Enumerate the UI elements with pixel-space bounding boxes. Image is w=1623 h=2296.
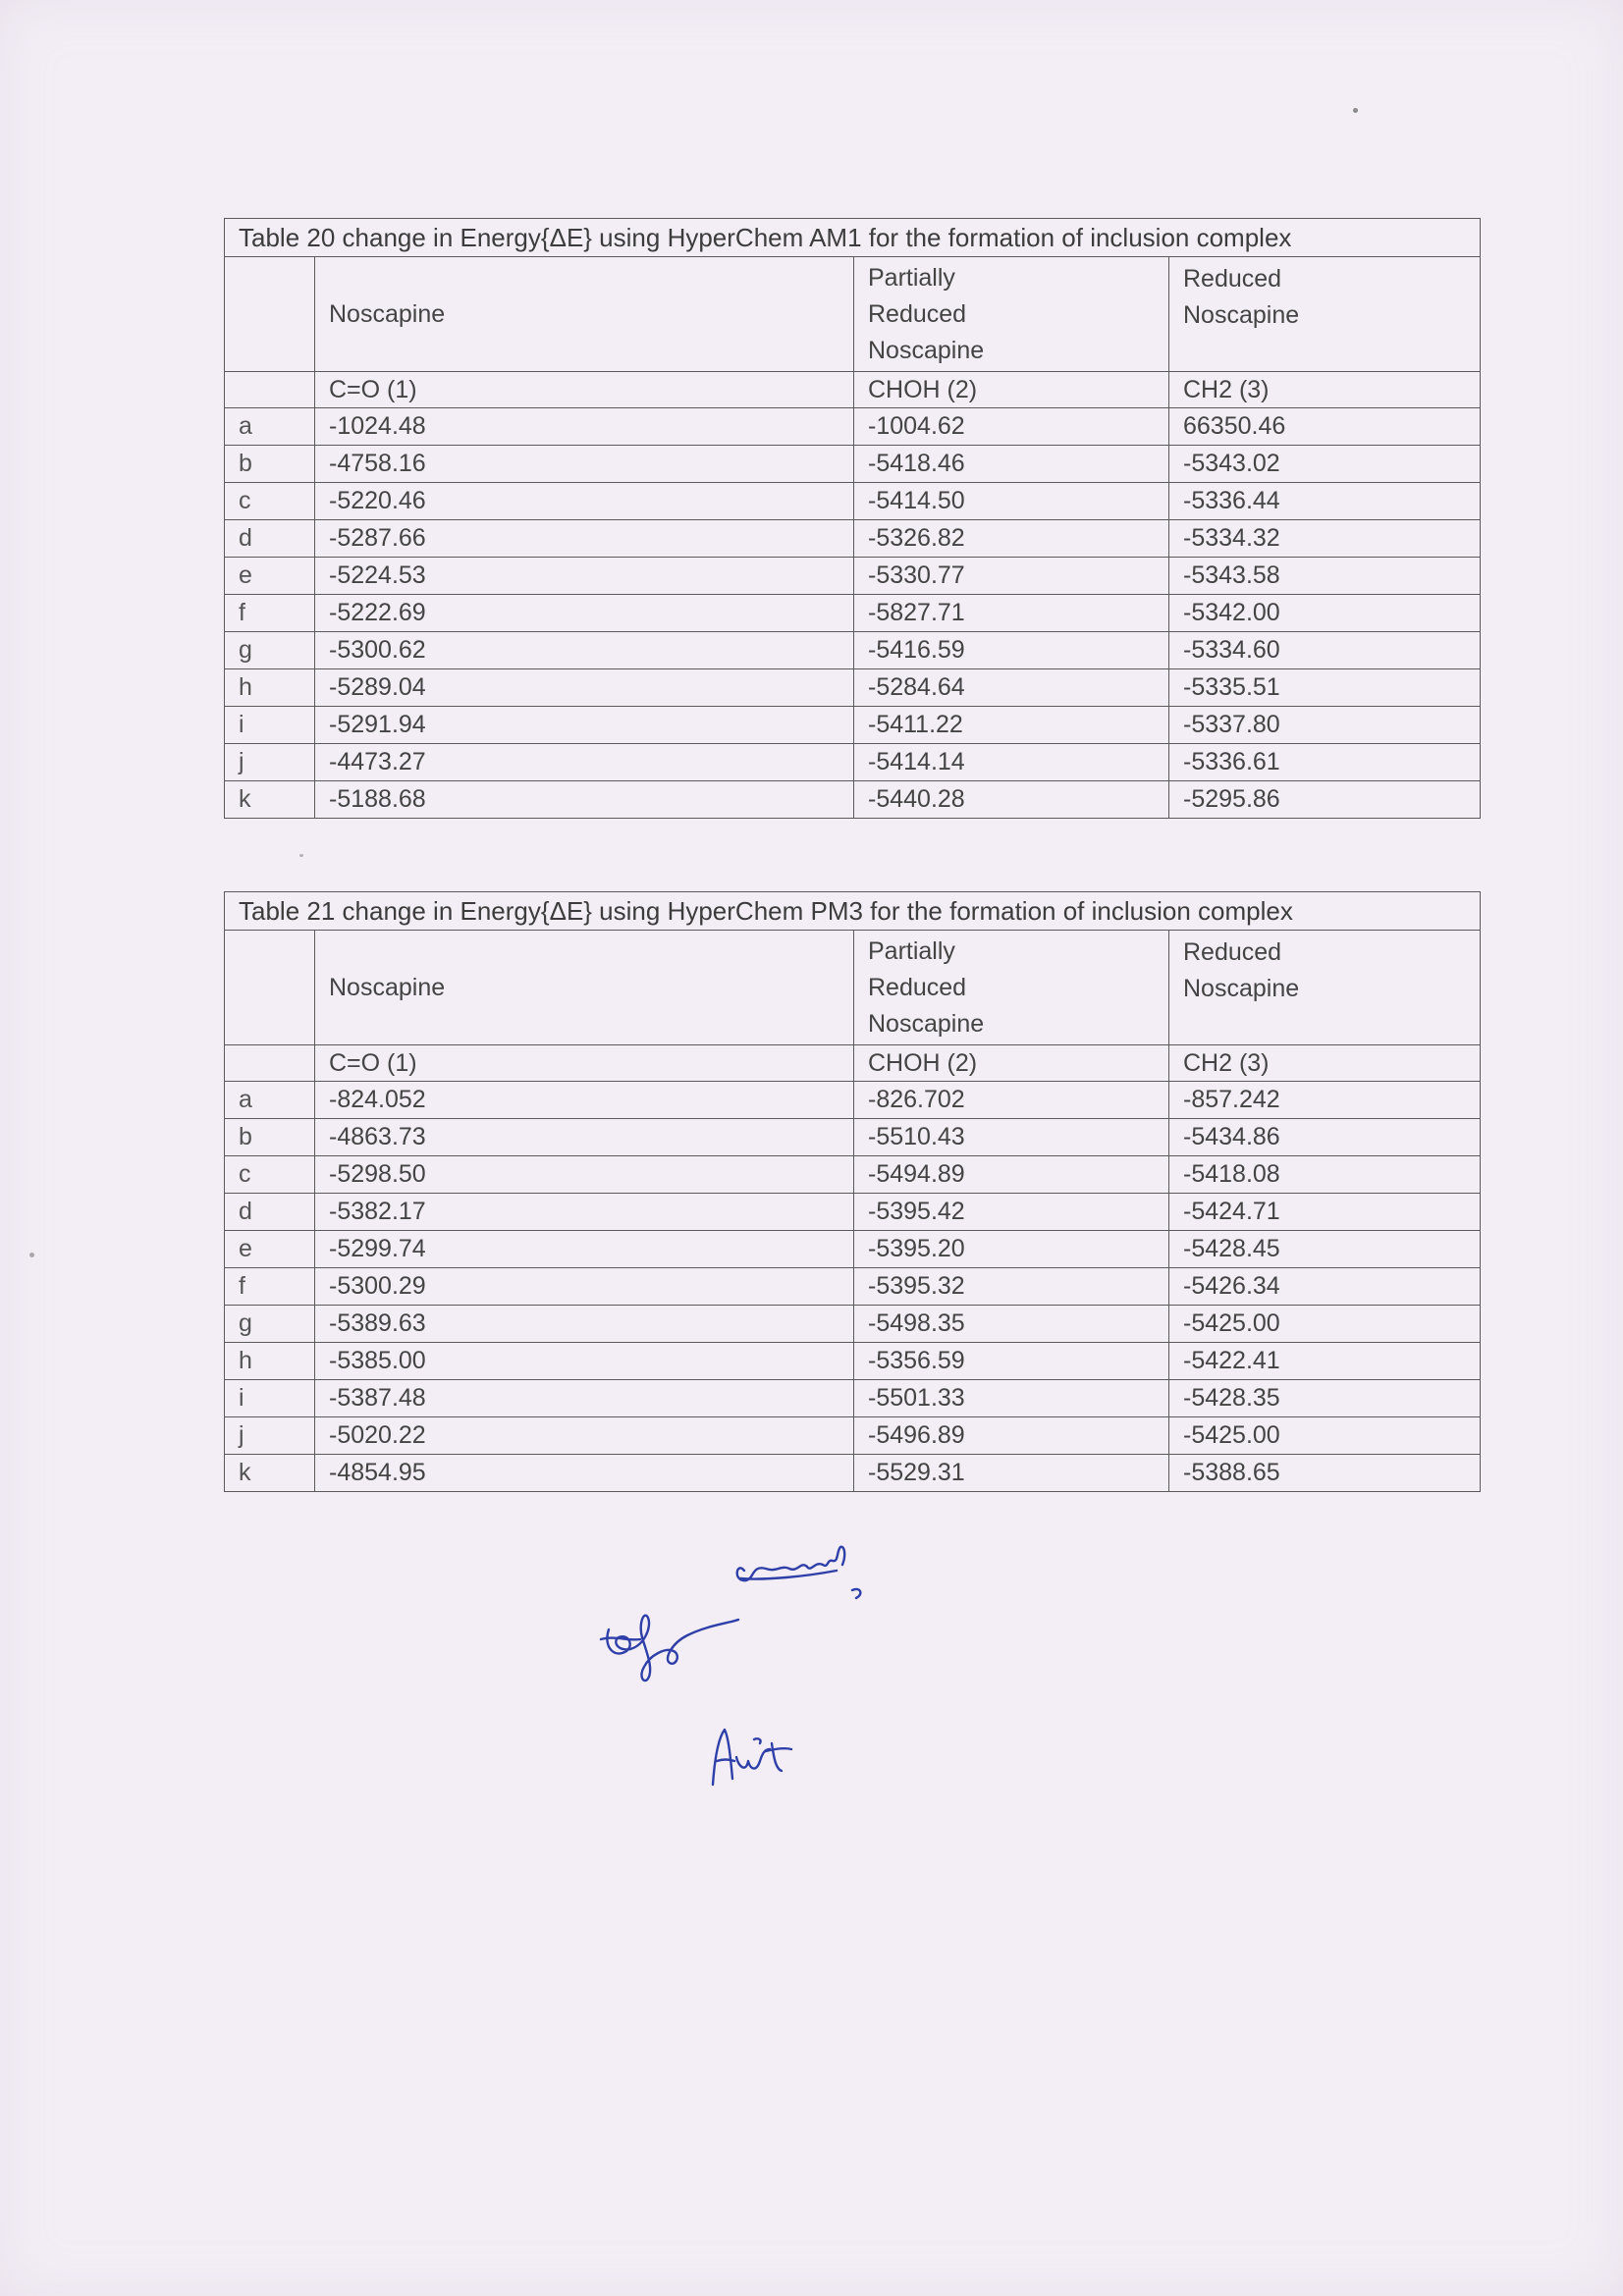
row-label: j: [225, 744, 315, 781]
table-row: [225, 744, 1481, 781]
table-row: [225, 595, 1481, 632]
table-row: [225, 558, 1481, 595]
table-cell: -5342.00: [1169, 595, 1481, 632]
table-cell: -5418.46: [854, 446, 1169, 483]
table-row: [225, 1380, 1481, 1417]
column-header: [315, 257, 854, 372]
table-row: [225, 1455, 1481, 1492]
table-cell: -5498.35: [854, 1306, 1169, 1343]
table-row: [225, 408, 1481, 446]
table-caption: Table 21 change in Energy{ΔE} using HyperChem PM3 for the formation of inclusion complex: [225, 892, 1481, 931]
signature-stroke: [852, 1589, 860, 1598]
table-cell: -5326.82: [854, 520, 1169, 558]
table-row: [225, 1343, 1481, 1380]
row-label: d: [225, 1194, 315, 1231]
table-row: [225, 1194, 1481, 1231]
corner-cell: [225, 931, 315, 1045]
table-row: [225, 1306, 1481, 1343]
group-label: C=O (1): [315, 1045, 854, 1082]
table-cell: -5335.51: [1169, 669, 1481, 707]
group-label: CHOH (2): [854, 1045, 1169, 1082]
table-cell: -5220.46: [315, 483, 854, 520]
table-row: [225, 520, 1481, 558]
table-cell: -5337.80: [1169, 707, 1481, 744]
group-label: CH2 (3): [1169, 372, 1481, 408]
header-text: Partially Reduced Noscapine: [868, 936, 985, 1038]
table-cell: -5334.60: [1169, 632, 1481, 669]
table-cell: -5356.59: [854, 1343, 1169, 1380]
table-cell: -5336.61: [1169, 744, 1481, 781]
table-cell: -5425.00: [1169, 1306, 1481, 1343]
table-body: [225, 1082, 1481, 1492]
table-cell: -1004.62: [854, 408, 1169, 446]
table-cell: -5440.28: [854, 781, 1169, 819]
table-cell: -5300.62: [315, 632, 854, 669]
table-cell: -5496.89: [854, 1417, 1169, 1455]
table-cell: -5330.77: [854, 558, 1169, 595]
header-text: Partially Reduced Noscapine: [868, 263, 985, 364]
signature-stroke: [737, 1547, 844, 1580]
corner-cell: [225, 257, 315, 372]
signature-stroke: [713, 1730, 791, 1785]
table-cell: -5336.44: [1169, 483, 1481, 520]
row-label: d: [225, 520, 315, 558]
column-header: [1169, 257, 1481, 372]
group-label: CHOH (2): [854, 372, 1169, 408]
signature-stroke: [601, 1638, 640, 1640]
table-cell: -5422.41: [1169, 1343, 1481, 1380]
row-label: a: [225, 408, 315, 446]
table-cell: -5414.50: [854, 483, 1169, 520]
table-cell: -5395.32: [854, 1268, 1169, 1306]
signature-stroke: [607, 1616, 738, 1681]
table-cell: -5426.34: [1169, 1268, 1481, 1306]
corner-cell: [225, 372, 315, 408]
table-body: [225, 408, 1481, 819]
table-cell: 66350.46: [1169, 408, 1481, 446]
table-cell: -5510.43: [854, 1119, 1169, 1156]
table-row: [225, 1156, 1481, 1194]
table-cell: -5387.48: [315, 1380, 854, 1417]
table-cell: -5501.33: [854, 1380, 1169, 1417]
table-cell: -5287.66: [315, 520, 854, 558]
row-label: b: [225, 446, 315, 483]
table-cell: -5411.22: [854, 707, 1169, 744]
table-cell: -5395.42: [854, 1194, 1169, 1231]
row-label: f: [225, 595, 315, 632]
column-header: [315, 931, 854, 1045]
column-header: [854, 257, 1169, 372]
table-cell: -5222.69: [315, 595, 854, 632]
table-caption: Table 20 change in Energy{ΔE} using HyperChem AM1 for the formation of inclusion complex: [225, 219, 1481, 257]
table-row: [225, 1231, 1481, 1268]
table-cell: -5188.68: [315, 781, 854, 819]
energy-table-am1: [224, 218, 1481, 819]
table-cell: -5224.53: [315, 558, 854, 595]
header-text: Noscapine: [329, 299, 446, 328]
table-cell: -5395.20: [854, 1231, 1169, 1268]
table-cell: -4854.95: [315, 1455, 854, 1492]
header-text: Reduced Noscapine: [1183, 265, 1300, 329]
row-label: i: [225, 1380, 315, 1417]
table-row: [225, 1268, 1481, 1306]
speck: [29, 1253, 34, 1257]
table-cell: -5284.64: [854, 669, 1169, 707]
table-cell: -5425.00: [1169, 1417, 1481, 1455]
table-cell: -5298.50: [315, 1156, 854, 1194]
table-cell: -824.052: [315, 1082, 854, 1119]
table-cell: -5385.00: [315, 1343, 854, 1380]
table-cell: -5343.02: [1169, 446, 1481, 483]
table-cell: -5389.63: [315, 1306, 854, 1343]
table-cell: -5343.58: [1169, 558, 1481, 595]
group-label: C=O (1): [315, 372, 854, 408]
table-row: [225, 632, 1481, 669]
header-text: Reduced Noscapine: [1183, 938, 1300, 1002]
table-cell: -5291.94: [315, 707, 854, 744]
row-label: f: [225, 1268, 315, 1306]
table-cell: -5827.71: [854, 595, 1169, 632]
row-label: e: [225, 558, 315, 595]
table-cell: -5434.86: [1169, 1119, 1481, 1156]
table-row: [225, 1119, 1481, 1156]
table-cell: -4473.27: [315, 744, 854, 781]
table-row: [225, 483, 1481, 520]
table-cell: -5388.65: [1169, 1455, 1481, 1492]
table-cell: -5416.59: [854, 632, 1169, 669]
row-label: h: [225, 1343, 315, 1380]
row-label: j: [225, 1417, 315, 1455]
speck: [299, 854, 303, 857]
table-cell: -5428.45: [1169, 1231, 1481, 1268]
table-cell: -4863.73: [315, 1119, 854, 1156]
table-row: [225, 781, 1481, 819]
row-label: k: [225, 1455, 315, 1492]
table-row: [225, 446, 1481, 483]
table-row: [225, 1082, 1481, 1119]
row-label: g: [225, 1306, 315, 1343]
table-cell: -857.242: [1169, 1082, 1481, 1119]
handwritten-signatures: [579, 1522, 933, 1796]
table-cell: -1024.48: [315, 408, 854, 446]
row-label: h: [225, 669, 315, 707]
table-cell: -5424.71: [1169, 1194, 1481, 1231]
speck: [1353, 108, 1358, 113]
table-cell: -826.702: [854, 1082, 1169, 1119]
table-cell: -5529.31: [854, 1455, 1169, 1492]
row-label: b: [225, 1119, 315, 1156]
energy-table-pm3: [224, 891, 1481, 1492]
header-text: Noscapine: [329, 973, 446, 1001]
table-cell: -5414.14: [854, 744, 1169, 781]
table-cell: -5428.35: [1169, 1380, 1481, 1417]
row-label: c: [225, 1156, 315, 1194]
column-header: [1169, 931, 1481, 1045]
row-label: g: [225, 632, 315, 669]
table-cell: -5020.22: [315, 1417, 854, 1455]
table-cell: -5494.89: [854, 1156, 1169, 1194]
table-cell: -4758.16: [315, 446, 854, 483]
column-header: [854, 931, 1169, 1045]
row-label: a: [225, 1082, 315, 1119]
corner-cell: [225, 1045, 315, 1082]
table-cell: -5418.08: [1169, 1156, 1481, 1194]
table-cell: -5382.17: [315, 1194, 854, 1231]
table-row: [225, 707, 1481, 744]
row-label: e: [225, 1231, 315, 1268]
table-row: [225, 669, 1481, 707]
table-cell: -5334.32: [1169, 520, 1481, 558]
table-cell: -5289.04: [315, 669, 854, 707]
table-cell: -5299.74: [315, 1231, 854, 1268]
group-label: CH2 (3): [1169, 1045, 1481, 1082]
row-label: c: [225, 483, 315, 520]
table-cell: -5300.29: [315, 1268, 854, 1306]
table-cell: -5295.86: [1169, 781, 1481, 819]
table-row: [225, 1417, 1481, 1455]
row-label: i: [225, 707, 315, 744]
row-label: k: [225, 781, 315, 819]
